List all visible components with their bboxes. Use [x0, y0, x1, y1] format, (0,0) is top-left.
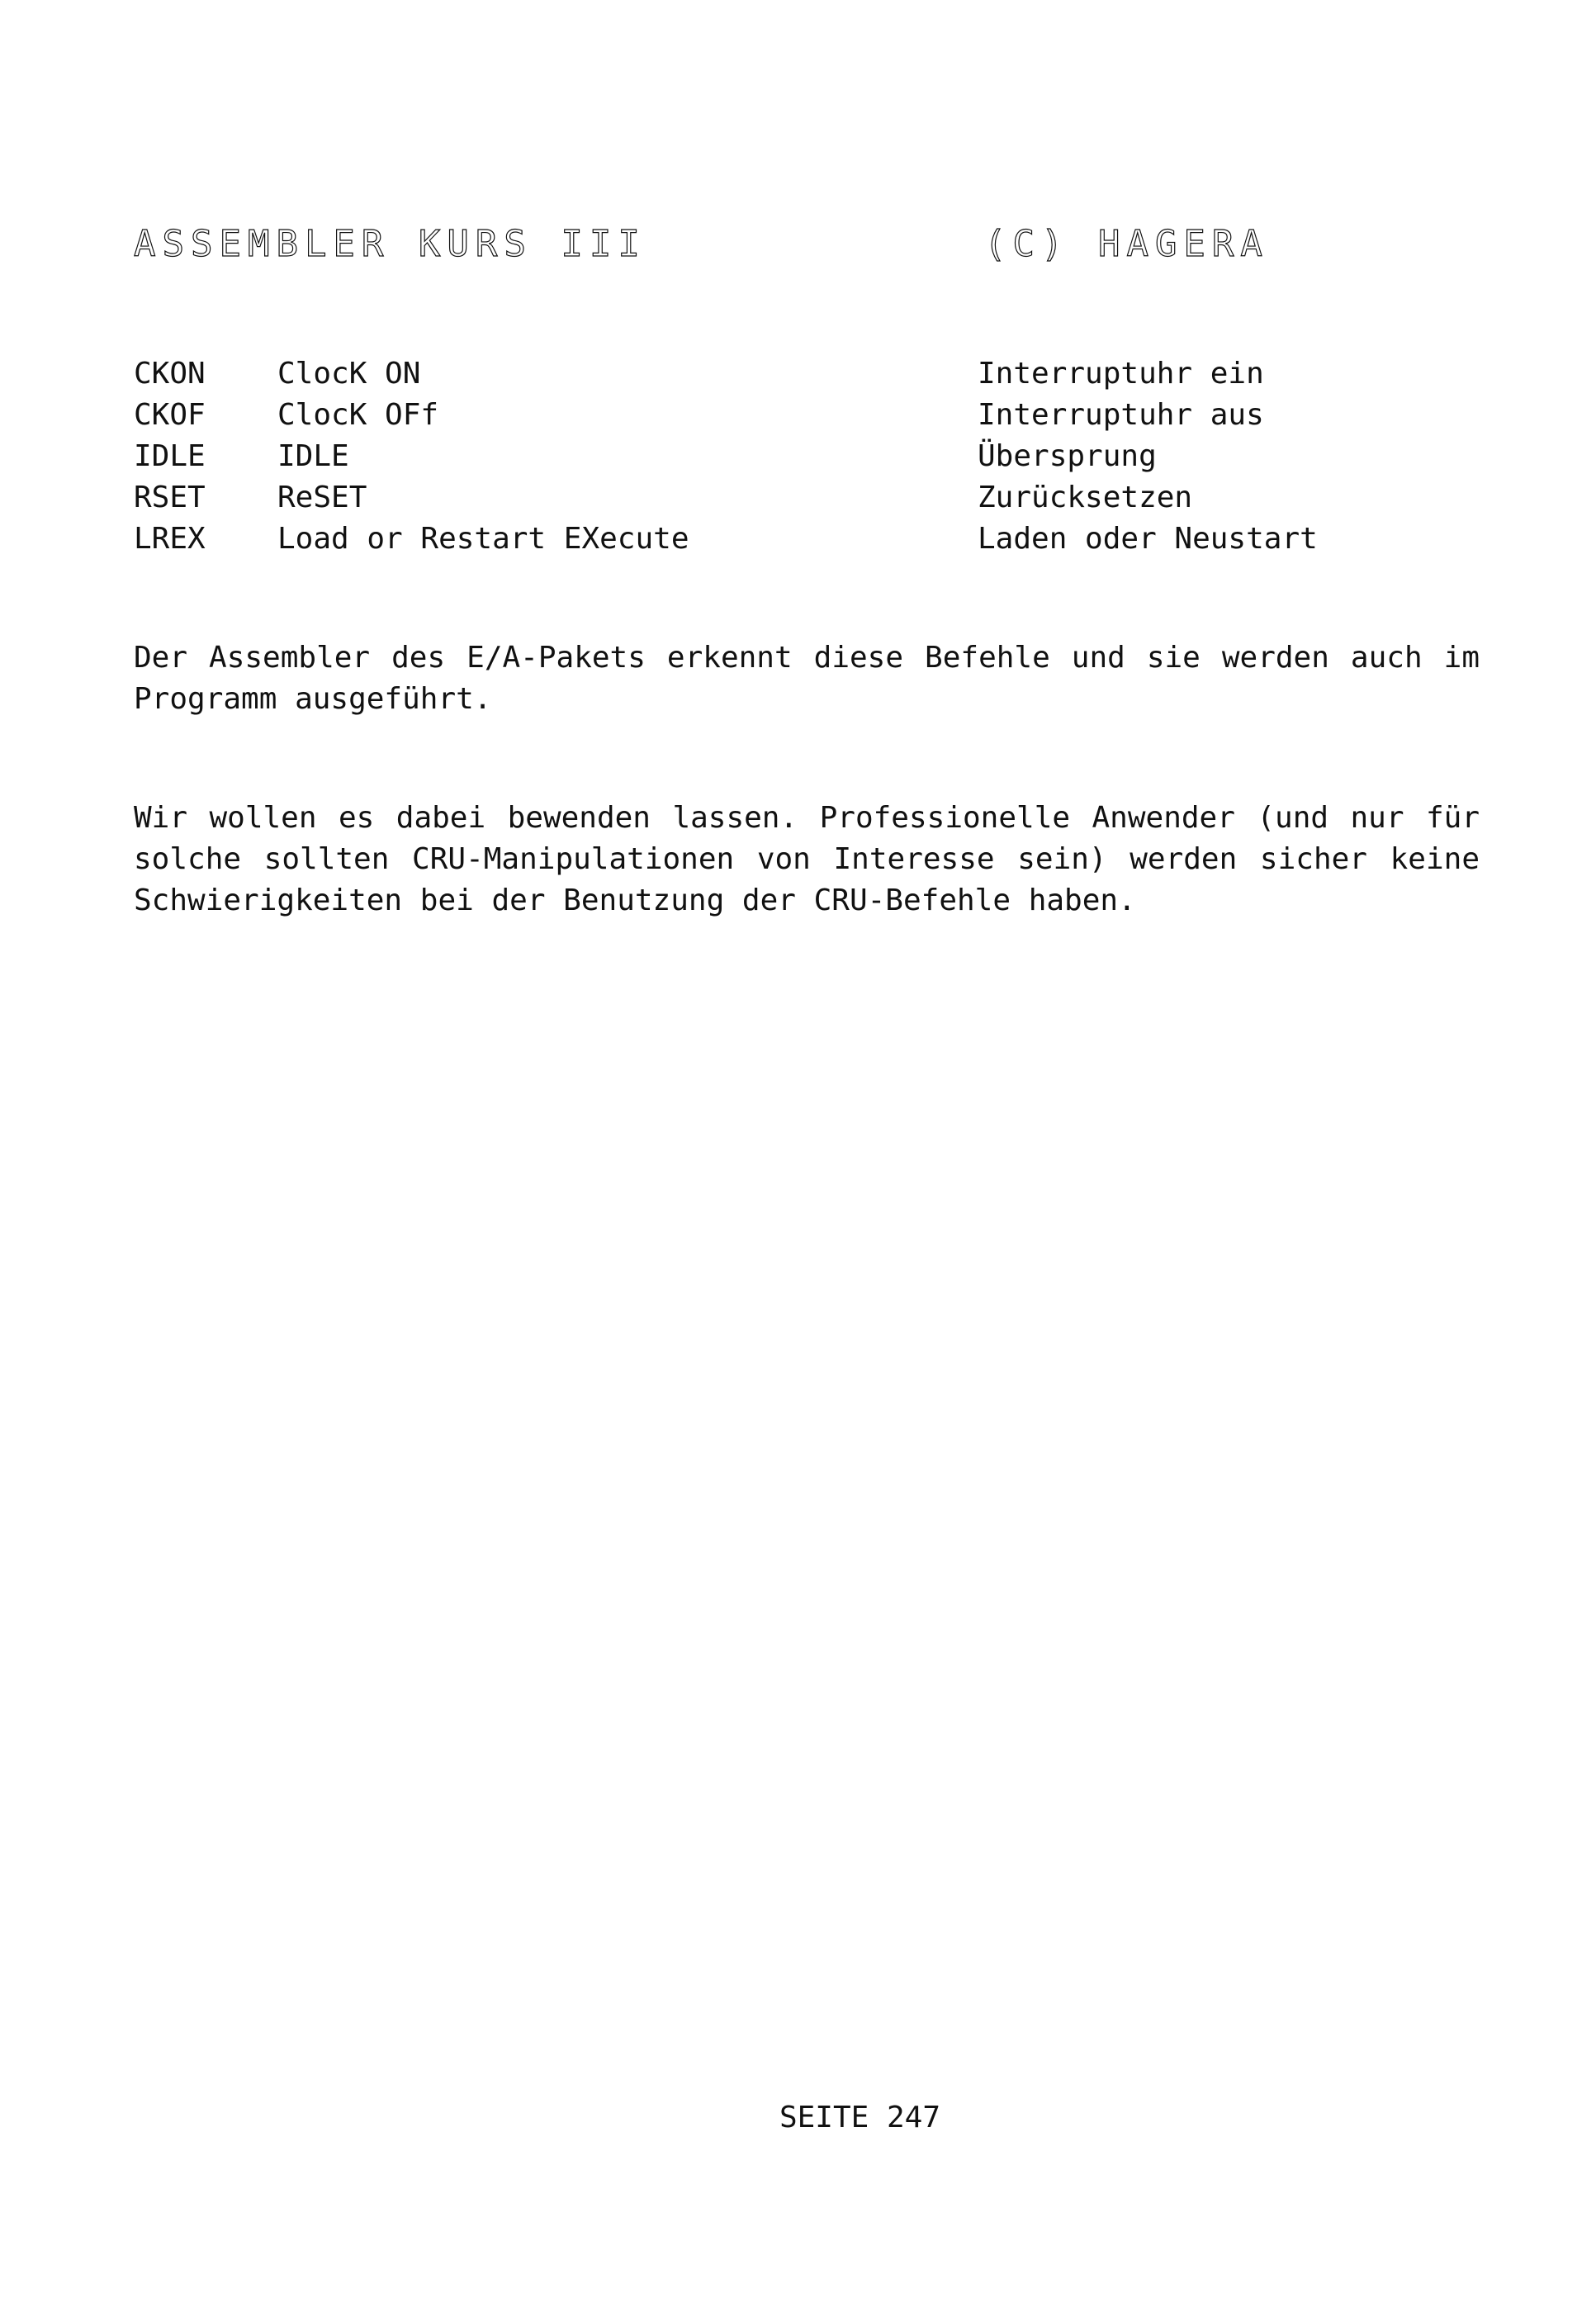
command-german-description: Zurücksetzen — [978, 481, 1193, 514]
course-title: ASSEMBLER KURS III — [134, 223, 646, 265]
command-table — [134, 353, 1488, 560]
command-german-description: Übersprung — [978, 439, 1157, 473]
command-german-description: Interruptuhr ein — [978, 357, 1264, 391]
command-row — [134, 353, 1488, 395]
command-german-description: Interruptuhr aus — [978, 398, 1264, 432]
command-mnemonic: CKON — [134, 357, 206, 391]
command-row — [134, 519, 1488, 560]
page-number: SEITE 247 — [779, 2101, 941, 2134]
command-full-name: Load or Restart EXecute — [277, 522, 689, 556]
command-mnemonic: LREX — [134, 522, 206, 556]
body-paragraph: Der Assembler des E/A-Pakets erkennt diese Befehle und sie werden auch im Programm ausgeführt. — [134, 641, 1480, 716]
command-full-name: ReSET — [277, 481, 367, 514]
command-mnemonic: RSET — [134, 481, 206, 514]
command-mnemonic: IDLE — [134, 439, 206, 473]
command-full-name: ClocK ON — [277, 357, 421, 391]
command-mnemonic: CKOF — [134, 398, 206, 432]
command-row — [134, 436, 1488, 477]
command-german-description: Laden oder Neustart — [978, 522, 1318, 556]
page-header — [134, 223, 1422, 281]
command-full-name: IDLE — [277, 439, 349, 473]
copyright-notice: (C) HAGERA — [984, 223, 1269, 265]
body-paragraph: Wir wollen es dabei bewenden lassen. Professionelle Anwender (und nur für solche sollten CRU-Manipulationen von Interesse sein) werden sicher keine Schwierigkeiten bei der Benutzung der CRU-Befehle haben. — [134, 801, 1480, 917]
command-row — [134, 477, 1488, 519]
command-row — [134, 395, 1488, 436]
command-full-name: ClocK OFf — [277, 398, 439, 432]
